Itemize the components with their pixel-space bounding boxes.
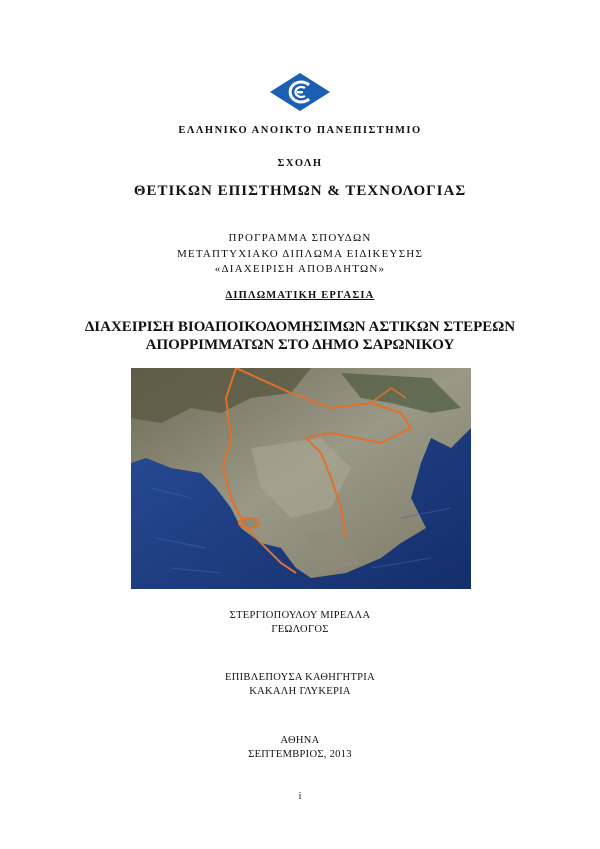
satellite-map-image	[131, 368, 471, 589]
date: ΣΕΠΤΕΜΒΡΙΟΣ, 2013	[248, 749, 352, 760]
school-label: ΣΧΟΛΗ	[277, 158, 323, 169]
faculty-name: ΘΕΤΙΚΩΝ ΕΠΙΣΤΗΜΩΝ & ΤΕΧΝΟΛΟΓΙΑΣ	[133, 183, 467, 199]
thesis-title-line-1: ΔΙΑΧΕΙΡΙΣΗ ΒΙΟΑΠΟΙΚΟΔΟΜΗΣΙΜΩΝ ΑΣΤΙΚΩΝ ΣΤΕΡΕΩΝ	[84, 319, 516, 335]
city: ΑΘΗΝΑ	[280, 735, 320, 746]
author-name: ΣΤΕΡΓΙΟΠΟΥΛΟΥ ΜΙΡΕΛΛΑ	[229, 610, 371, 621]
university-name: ΕΛΛΗΝΙΚΟ ΑΝΟΙΚΤΟ ΠΑΝΕΠΙΣΤΗΜΙΟ	[178, 125, 422, 136]
supervisor-name: ΚΑΚΑΛΗ ΓΛΥΚΕΡΙΑ	[249, 686, 351, 697]
university-logo-icon	[269, 72, 331, 112]
author-role: ΓΕΩΛΟΓΟΣ	[271, 624, 329, 635]
program-line-1: ΠΡΟΓΡΑΜΜΑ ΣΠΟΥΔΩΝ	[228, 232, 372, 244]
thesis-title-line-2: ΑΠΟΡΡΙΜΜΑΤΩΝ ΣΤΟ ΔΗΜΟ ΣΑΡΩΝΙΚΟΥ	[145, 337, 455, 353]
page-number: i	[298, 791, 302, 802]
supervisor-label: ΕΠΙΒΛΕΠΟΥΣΑ ΚΑΘΗΓΗΤΡΙΑ	[225, 672, 375, 683]
program-line-3: «ΔΙΑΧΕΙΡΙΣΗ ΑΠΟΒΛΗΤΩΝ»	[214, 263, 386, 275]
program-line-2: ΜΕΤΑΠΤΥΧΙΑΚΟ ΔΙΠΛΩΜΑ ΕΙΔΙΚΕΥΣΗΣ	[176, 248, 424, 260]
thesis-type: ΔΙΠΛΩΜΑΤΙΚΗ ΕΡΓΑΣΙΑ	[225, 290, 375, 301]
satellite-map-graphic	[131, 368, 471, 589]
